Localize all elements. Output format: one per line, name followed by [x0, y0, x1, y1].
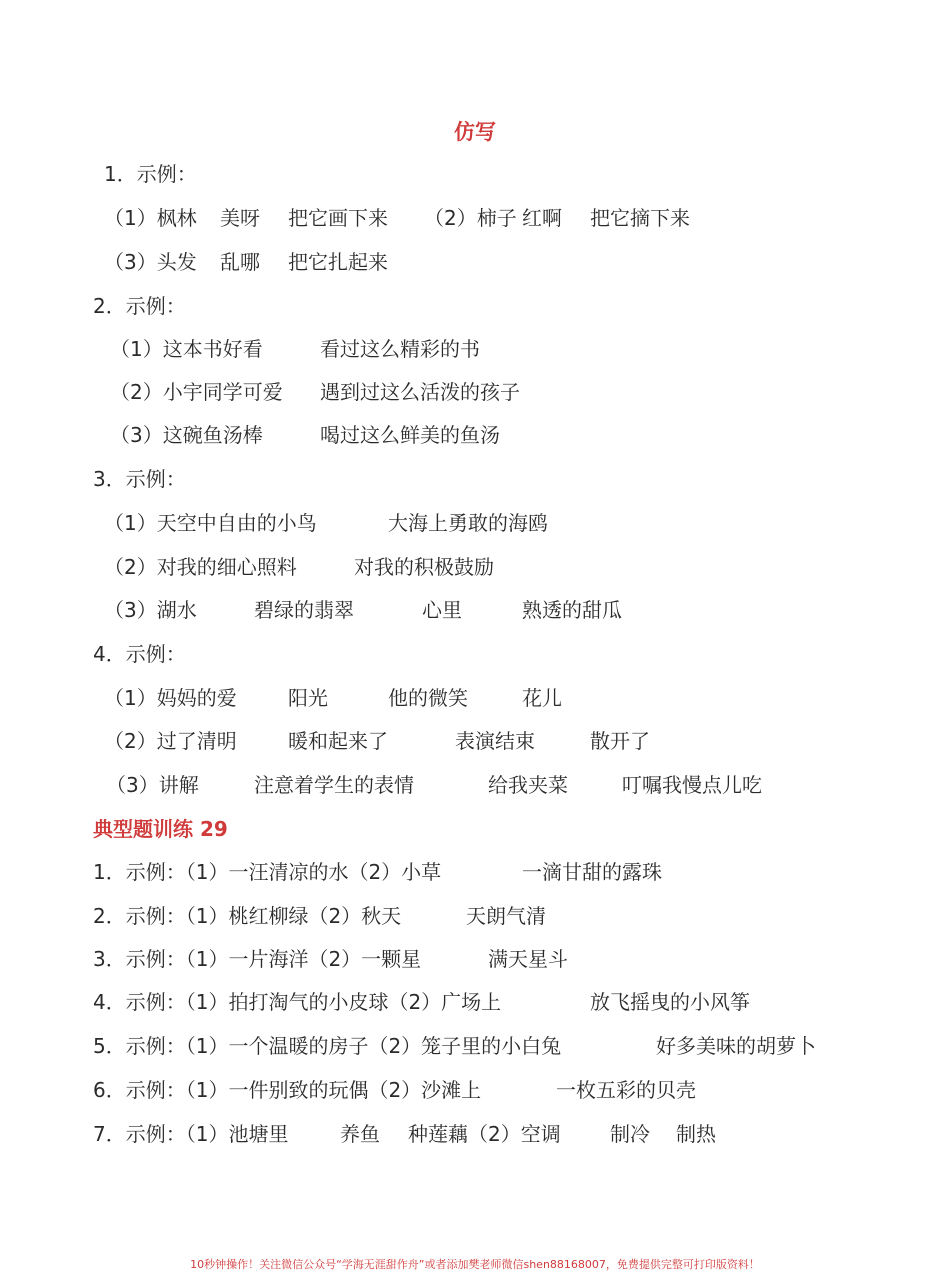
answer-line-11-seg-3: 心里	[422, 598, 462, 622]
exercise-line-6-seg-1: 6．示例：（1）一件别致的玩偶（2）沙滩上	[93, 1078, 482, 1102]
exercise-line-5-seg-2: 好多美味的胡萝卜	[656, 1034, 816, 1058]
answer-line-2-seg-6: 把它摘下来	[590, 206, 690, 230]
answer-line-12-seg-1: 4．示例：	[93, 642, 186, 666]
page-title: 仿写	[454, 120, 496, 144]
exercise-line-7-seg-3: 种莲藕（2）空调	[408, 1122, 561, 1146]
answer-line-15-seg-4: 叮嘱我慢点儿吃	[622, 773, 762, 797]
answer-line-2-seg-5: 红啊	[522, 206, 562, 230]
exercise-line-1-seg-1: 1．示例：（1）一汪清凉的水（2）小草	[93, 860, 442, 884]
answer-line-3-seg-3: 把它扎起来	[288, 250, 388, 274]
answer-line-3-seg-1: （3）头发	[104, 250, 197, 274]
answer-line-4-seg-1: 2．示例：	[93, 294, 186, 318]
exercise-line-3-seg-2: 满天星斗	[488, 947, 568, 971]
answer-line-10-seg-2: 对我的积极鼓励	[354, 555, 494, 579]
answer-line-11-seg-4: 熟透的甜瓜	[522, 598, 622, 622]
exercise-line-4-seg-2: 放飞摇曳的小风筝	[590, 990, 750, 1014]
answer-line-13-seg-3: 他的微笑	[388, 686, 468, 710]
answer-line-15-seg-2: 注意着学生的表情	[254, 773, 414, 797]
answer-line-1-seg-1: 1．示例：	[104, 162, 197, 186]
answer-line-9-seg-2: 大海上勇敢的海鸥	[388, 511, 548, 535]
answer-line-14-seg-4: 散开了	[590, 729, 650, 753]
answer-line-13-seg-1: （1）妈妈的爱	[104, 686, 237, 710]
answer-line-14-seg-2: 暖和起来了	[288, 729, 388, 753]
answer-line-9-seg-1: （1）天空中自由的小鸟	[104, 511, 317, 535]
answer-line-2-seg-4: （2）柿子	[424, 206, 517, 230]
answer-line-6-seg-1: （2）小宇同学可爱	[110, 380, 283, 404]
exercise-line-2-seg-2: 天朗气清	[466, 904, 546, 928]
answer-line-11-seg-2: 碧绿的翡翠	[254, 598, 354, 622]
answer-line-2-seg-3: 把它画下来	[288, 206, 388, 230]
exercise-line-7-seg-1: 7．示例：（1）池塘里	[93, 1122, 289, 1146]
exercise-line-3-seg-1: 3．示例：（1）一片海洋（2）一颗星	[93, 947, 422, 971]
section-heading: 典型题训练 29	[93, 817, 228, 841]
exercise-line-4-seg-1: 4．示例：（1）拍打淘气的小皮球（2）广场上	[93, 990, 502, 1014]
answer-line-13-seg-2: 阳光	[288, 686, 328, 710]
exercise-line-6-seg-2: 一枚五彩的贝壳	[556, 1078, 696, 1102]
answer-line-6-seg-2: 遇到过这么活泼的孩子	[320, 380, 520, 404]
answer-line-2-seg-2: 美呀	[220, 206, 260, 230]
answer-line-7-seg-2: 喝过这么鲜美的鱼汤	[320, 423, 500, 447]
exercise-line-5-seg-1: 5．示例：（1）一个温暖的房子（2）笼子里的小白兔	[93, 1034, 562, 1058]
exercise-line-2-seg-1: 2．示例：（1）桃红柳绿（2）秋天	[93, 904, 402, 928]
answer-line-14-seg-3: 表演结束	[455, 729, 535, 753]
exercise-line-7-seg-5: 制热	[676, 1122, 716, 1146]
answer-line-5-seg-1: （1）这本书好看	[110, 337, 263, 361]
answer-line-7-seg-1: （3）这碗鱼汤棒	[110, 423, 263, 447]
answer-line-2-seg-1: （1）枫林	[104, 206, 197, 230]
answer-line-8-seg-1: 3．示例：	[93, 467, 186, 491]
answer-line-11-seg-1: （3）湖水	[104, 598, 197, 622]
footer-note: 10秒钟操作！关注微信公众号“学海无涯甜作舟”或者添加樊老师微信shen88168007，免费提供完整可打印版资料！	[190, 1258, 760, 1271]
answer-line-10-seg-1: （2）对我的细心照料	[104, 555, 297, 579]
answer-line-14-seg-1: （2）过了清明	[104, 729, 237, 753]
answer-line-15-seg-1: （3）讲解	[106, 773, 199, 797]
answer-line-3-seg-2: 乱哪	[220, 250, 260, 274]
answer-line-13-seg-4: 花儿	[522, 686, 562, 710]
exercise-line-7-seg-2: 养鱼	[340, 1122, 380, 1146]
exercise-line-7-seg-4: 制冷	[610, 1122, 650, 1146]
answer-line-15-seg-3: 给我夹菜	[488, 773, 568, 797]
exercise-line-1-seg-2: 一滴甘甜的露珠	[522, 860, 662, 884]
answer-line-5-seg-2: 看过这么精彩的书	[320, 337, 480, 361]
